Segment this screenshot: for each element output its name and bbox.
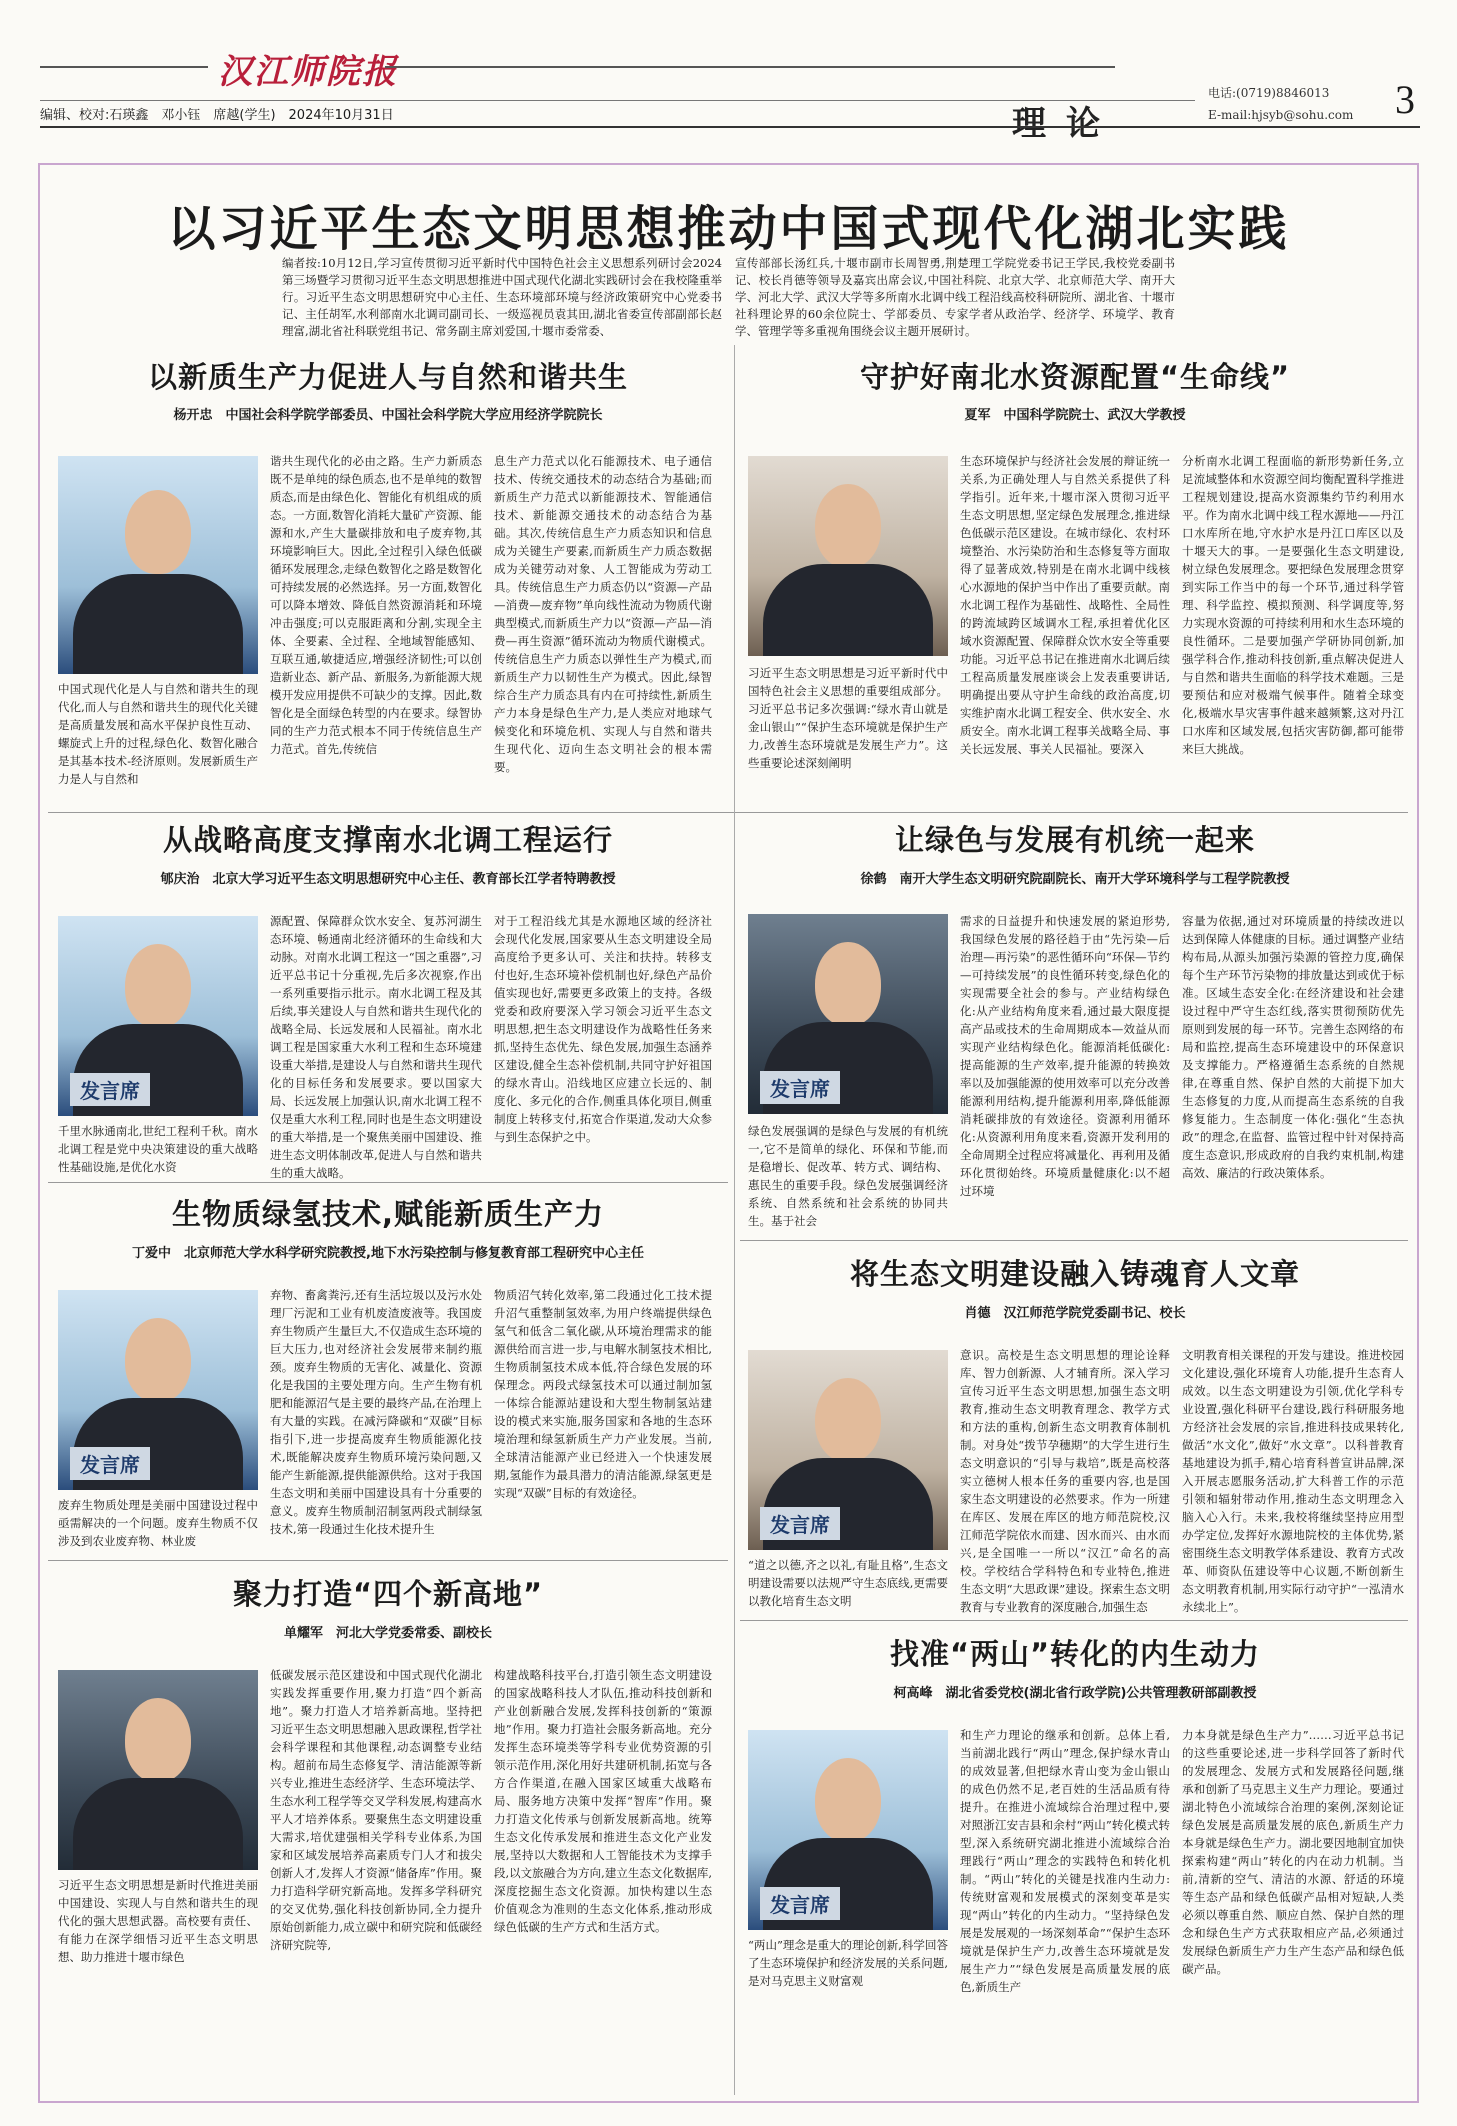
article-column: 需求的日益提升和快速发展的紧迫形势,我国绿色发展的路径趋于由“先污染—后治理—再污染”的恶性循环向“环保—节约—可持续发展”的良性循环转变,绿色化的实现需要全社会的参与。产业结构绿色化:从产业结构角度来看,通过最大限度提高产品或技术的生命周期成本—效益从而实现产业结构绿色化。能源消耗低碳化:提高能源的生产效率,提升能源的转换效率以及加强能源的使用效率可以充分改善能源利用结构,提升能源利用率,降低能源消耗碳排放的有效途径。资源利用循环化:从资源利用角度来看,资源开发利用的全命周期全过程应将减量化、再利用及循环化贯彻始终。环境质量健康化:以不超过环境	[960, 914, 1170, 1198]
editors-line: 编辑、校对:石瑛鑫 邓小钰 席越(学生) 2024年10月31日	[40, 108, 394, 123]
photo-caption: 废弃生物质处理是美丽中国建设过程中亟需解决的一个问题。废弃生物质不仅涉及到农业废弃物、林业废	[58, 1498, 258, 1548]
article-title: 找准“两山”转化的内生动力	[889, 1637, 1261, 1671]
article-column: 生态环境保护与经济社会发展的辩证统一关系,为正确处理人与自然关系提供了科学指引。近年来,十堰市深入贯彻习近平生态文明思想,坚定绿色发展理念,推进绿色低碳示范区建设。在城市绿化、农村环境整治、水污染防治和生态修复等方面取得了显著成效,特别是在南水北调中线核心水源地的保护当中作出了重要贡献。南水北调工程作为基础性、战略性、全局性的跨流域跨区域调水工程,承担着优化区域水资源配置、保障群众饮水安全等重要功能。习近平总书记在推进南水北调后续工程高质量发展座谈会上发表重要讲话,明确提出要从守护生命线的政治高度,切实维护南水北调工程安全、供水安全、水质安全。南水北调工程事关战略全局、事关长远发展、事关人民福祉。要深入	[960, 454, 1170, 756]
masthead-rule-right	[385, 66, 1115, 68]
section-title: 理论	[1012, 104, 1120, 144]
article-title: 以新质生产力促进人与自然和谐共生	[147, 360, 628, 394]
photo-caption: 习近平生态文明思想是新时代推进美丽中国建设、实现人与自然和谐共生的现代化的强大思想武器。高校要有责任、有能力在深学细悟习近平生态文明思想、助力推进十堰市绿色	[58, 1878, 258, 1964]
article-column: 息生产力范式以化石能源技术、电子通信技术、传统交通技术的动态结合为基础;而新质生产力范式以新能源技术、智能通信技术、新能源交通技术的动态结合为基础。其次,传统信息生产力质态知识和信息成为关键生产要素,而新质生产力质态数据成为关键劳动对象、人工智能成为劳动工具。传统信息生产力质态仍以“资源—产品—消费—废弃物”单向线性流动为物质代谢典型模式,而新质生产力以“资源—产品—消费—再生资源”循环流动为物质代谢模式。传统信息生产力质态以弹性生产为模式,而新质生产力以韧性生产为模式。因此,绿智综合生产力质态具有内在可持续性,新质生产力本身是绿色生产力,是人类应对地球气候变化和环境危机、实现人与自然和谐共生现代化、迈向生态文明社会的根本需要。	[494, 454, 712, 774]
article-byline: 肖德 汉江师范学院党委副书记、校长	[964, 1306, 1186, 1321]
page-headline: 以习近平生态文明思想推动中国式现代化湖北实践	[167, 201, 1290, 257]
article-byline: 柯高峰 湖北省委党校(湖北省行政学院)公共管理教研部副教授	[893, 1686, 1257, 1701]
photo-caption: “道之以德,齐之以礼,有耻且格”,生态文明建设需要以法规严守生态底线,更需要以教化培育生态文明	[748, 1558, 948, 1608]
speaker-seat-sign: 发言席	[760, 1071, 840, 1104]
contact-info	[1208, 82, 1353, 126]
article-byline: 丁爱中 北京师范大学水科学研究院教授,地下水污染控制与修复教育部工程研究中心主任	[132, 1246, 644, 1261]
article-column: 谐共生现代化的必由之路。生产力新质态既不是单纯的绿色质态,也不是单纯的数智质态,而是由绿色化、智能化有机组成的质态。一方面,数智化消耗大量矿产资源、能源和水,产生大量碳排放和电子废弃物,其环境影响巨大。因此,全过程引入绿色低碳循环发展理念,走绿色数智化之路是数智化可持续发展的必然选择。另一方面,数智化可以降本增效、降低自然资源消耗和环境冲击强度;可以克服距离和分割,实现全主体、全要素、全过程、全地域智能感知、互联互通,敏捷适应,增强经济韧性;可以创造新业态、新产品、新服务,为新能源大规模开发应用提供不可缺少的支撑。因此,数智化是全面绿色转型的内在要求。绿智协同的生产力范式根本不同于传统信息生产力范式。首先,传统信	[270, 454, 482, 756]
article-column: 物质沼气转化效率,第二段通过化工技术提升沼气重整制氢效率,为用户终端提供绿色氢气和低含二氧化碳,从环境治理需求的能源供给而言进一步,与电解水制氢技术相比,生物质制氢技术成本低,符合绿色发展的环保理念。两段式绿氢技术可以通过制加氢一体综合能源站建设和大型生物制氢站建设的模式来实施,服务国家和各地的生态环境治理和绿氢新质生产力产业发展。当前,全球清洁能源产业已经进入一个快速发展期,氢能作为最具潜力的清洁能源,绿氢更是实现“双碳”目标的有效途径。	[494, 1288, 712, 1500]
article-title: 守护好南北水资源配置“生命线”	[859, 360, 1291, 394]
email: E-mail:hjsyb@sohu.com	[1208, 108, 1354, 122]
photo-caption: 习近平生态文明思想是习近平新时代中国特色社会主义思想的重要组成部分。习近平总书记多次强调:“绿水青山就是金山银山”“保护生态环境就是保护生产力,改善生态环境就是发展生产力”。这些重要论述深刻阐明	[748, 666, 948, 770]
article-column: 源配置、保障群众饮水安全、复苏河湖生态环境、畅通南北经济循环的生命线和大动脉。对南水北调工程这一“国之重器”,习近平总书记十分重视,先后多次视察,作出一系列重要指示批示。南水北调工程及其后续,事关建设人与自然和谐共生现代化的战略全局、长远发展和人民福祉。南水北调工程是国家重大水利工程和生态环境建设重大举措,是建设人与自然和谐共生现代化的目标任务和发展要求。要以国家大局、长远发展上加强认识,南水北调工程不仅是重大水利工程,同时也是生态文明建设的重大举措,是一个聚焦美丽中国建设、推进生态文明体制改革,促进人与自然和谐共生的重大战略。	[270, 914, 482, 1180]
speaker-seat-sign: 发言席	[70, 1447, 150, 1480]
article-byline: 徐鹤 南开大学生态文明研究院副院长、南开大学环境科学与工程学院教授	[860, 872, 1290, 887]
article-title: 将生态文明建设融入铸魂育人文章	[849, 1257, 1300, 1291]
section-divider	[48, 1560, 728, 1561]
paper-name: 汉江师院报	[218, 52, 398, 92]
speaker-seat-sign: 发言席	[760, 1887, 840, 1920]
article-title: 生物质绿氢技术,赋能新质生产力	[171, 1197, 605, 1231]
speaker-photo	[58, 1290, 258, 1490]
article-byline: 夏军 中国科学院院士、武汉大学教授	[964, 408, 1186, 423]
speaker-photo	[58, 1670, 258, 1870]
article-column: 力本身就是绿色生产力”……习近平总书记的这些重要论述,进一步科学回答了新时代的发展理念、发展方式和发展路径问题,继承和创新了马克思主义生产力理论。要通过湖北特色小流域综合治理的案例,深刻论证绿色发展是高质量发展的底色,新质生产力本身就是绿色生产力。湖北要因地制宜加快探索构建“两山”转化的内在动力机制。当前,清新的空气、清洁的水源、舒适的环境等生态产品和绿色低碳产品相对短缺,人类必须以尊重自然、顺应自然、保护自然的理念和绿色生产方式获取相应产品,必须通过发展绿色新质生产力生产生态产品和绿色低碳产品。	[1182, 1728, 1404, 1976]
article-column: 对于工程沿线尤其是水源地区域的经济社会现代化发展,国家要从生态文明建设全局高度给予更多认可、关注和扶持。转移支付也好,生态环境补偿机制也好,绿色产品价值实现也好,需要更多政策上的支持。各级党委和政府要深入学习领会习近平生态文明思想,把生态文明建设作为战略性任务来抓,坚持生态优先、绿色发展,加强生态涵养区建设,健全生态补偿机制,共同守护好祖国的绿水青山。沿线地区应建立长远的、制度化、多元化的合作,侧重具体化项目,侧重制度上转移支付,拓宽合作渠道,发动大众参与到生态保护之中。	[494, 914, 712, 1144]
speaker-seat-sign: 发言席	[760, 1507, 840, 1540]
speaker-seat-sign: 发言席	[70, 1073, 150, 1106]
article-column: 容量为依据,通过对环境质量的持续改进以达到保障人体健康的目标。通过调整产业结构布局,从源头加强污染源的管控力度,确保每个生产环节污染物的排放量达到或优于标准。区域生态安全化:在经济建设和社会建设过程中严守生态红线,落实贯彻预防优先原则到发展的每一环节。完善生态网络的布局和监控,提高生态环境建设中的环保意识及支撑能力。严格遵循生态系统的自然规律,在尊重自然、保护自然的大前提下加大生态修复的力度,从而提高生态系统的自我修复能力。生态制度一体化:强化“生态执政”的理念,在监督、监管过程中针对保持高度生态意识,形成政府的自我约束机制,构建高效、廉洁的行政决策体系。	[1182, 914, 1404, 1180]
section-divider	[48, 812, 1408, 813]
section-divider	[740, 1620, 1408, 1621]
article-column: 分析南水北调工程面临的新形势新任务,立足流域整体和水资源空间均衡配置科学推进工程规划建设,提高水资源集约节约利用水平。作为南水北调中线工程水源地——丹江口水库所在地,守水护水是丹江口库区以及十堰天大的事。一是要强化生态文明建设,树立绿色发展理念。要把绿色发展理念贯穿到实际工作当中的每一个环节,通过科学管理、科学监控、模拟预测、科学调度等,努力实现水资源的可持续利用和水生态环境的良性循环。二是要加强产学研协同创新,加强学科合作,推动科技创新,重点解决促进人与自然和谐共生面临的科学技术难题。三是要预估和应对极端气候事件。随着全球变化,极端水旱灾害事件越来越频繁,这对丹江口水库和区域发展,包括灾害防御,都可能带来巨大挑战。	[1182, 454, 1404, 756]
photo-caption: 千里水脉通南北,世纪工程利千秋。南水北调工程是党中央决策建设的重大战略性基础设施,是优化水资	[58, 1124, 258, 1174]
article-byline: 杨开忠 中国社会科学院学部委员、中国社会科学院大学应用经济学院院长	[173, 408, 603, 423]
speaker-photo	[58, 916, 258, 1116]
masthead-thick-rule	[40, 126, 1420, 128]
article-column: 构建战略科技平台,打造引领生态文明建设的国家战略科技人才队伍,推动科技创新和产业创新融合发展,发挥科技创新的“策源地”作用。聚力打造社会服务新高地。充分发挥生态环境类等学科专业优势资源的引领示范作用,深化用好共建研机制,拓宽与各方合作渠道,在融入国家区域重大战略布局、服务地方决策中发挥“智库”作用。聚力打造文化传承与创新发展新高地。统筹生态文化传承发展和推进生态文化产业发展,坚持以大数据和人工智能技术为支撑手段,以文旅融合为方向,建立生态文化数据库,深度挖掘生态文化资源。加快构建以生态价值观念为准则的生态文化体系,推动形成绿色低碳的生产方式和生活方式。	[494, 1668, 712, 1934]
article-title: 聚力打造“四个新高地”	[232, 1577, 544, 1611]
photo-caption: “两山”理念是重大的理论创新,科学回答了生态环境保护和经济发展的关系问题,是对马克思主义财富观	[748, 1938, 948, 1988]
speaker-photo	[748, 1730, 948, 1930]
editor-note-right: 宣传部部长汤红兵,十堰市副市长周智勇,荆楚理工学院党委书记王学民,我校党委副书记、校长肖德等领导及嘉宾出席会议,中国社科院、北京大学、北京师范大学、南开大学、河北大学、武汉大学等多所南水北调中线工程沿线高校科研院所、湖北省、十堰市社科理论界的60余位院士、学部委员、专家学者从政治学、经济学、环境学、教育学、管理学等多重视角围绕会议主题开展研讨。	[735, 256, 1175, 338]
article-column: 和生产力理论的继承和创新。总体上看,当前湖北践行“两山”理念,保护绿水青山的成效显著,但把绿水青山变为金山银山的成色仍然不足,老百姓的生活品质有待提升。在推进小流域综合治理过程中,要对照浙江安吉县和余村“两山”转化模式转型,深入系统研究湖北推进小流域综合治理践行“两山”理念的实践特色和转化机制。“两山”转化的关键是找准内生动力:传统财富观和发展模式的深刻变革是实现“两山”转化的内生动力。“坚持绿色发展是发展观的一场深刻革命”“保护生态环境就是保护生产力,改善生态环境就是发展生产力”“绿色发展是高质量发展的底色,新质生产	[960, 1728, 1170, 1994]
article-column: 弃物、畜禽粪污,还有生活垃圾以及污水处理厂污泥和工业有机废渣废液等。我国废弃生物质产生量巨大,不仅造成生态环境的巨大压力,也对经济社会发展带来制约瓶颈。废弃生物质的无害化、减量化、资源化是我国的主要处理方向。生产生物有机肥和能源沼气是主要的最终产品,在治理上有大量的实践。在减污降碳和“双碳”目标指引下,进一步提高废弃生物质能源化技术,既能解决废弃生物质环境污染问题,又能产生新能源,提供能源供给。这对于我国生态文明和美丽中国建设具有十分重要的意义。废弃生物质制沼制氢两段式制绿氢技术,第一段通过生化技术提升生	[270, 1288, 482, 1536]
article-column: 文明教育相关课程的开发与建设。推进校园文化建设,强化环境育人功能,提升生态育人成效。以生态文明建设为引领,优化学科专业设置,强化科研平台建设,践行科研服务地方经济社会发展的宗旨,推进科技成果转化,做活“水文化”,做好“水文章”。以科普教育基地建设为抓手,精心培育科普宣讲品牌,深入开展志愿服务活动,扩大科普工作的示范引领和辐射带动作用,推动生态文明理念入脑入心入行。未来,我校将继续坚持应用型办学定位,发挥好水源地院校的主体优势,紧密围绕生态文明教学体系建设、教育方式改革、师资队伍建设等中心议题,不断创新生态文明教育机制,用实际行动守护“一泓清水永续北上”。	[1182, 1348, 1404, 1614]
editor-note-left: 编者按:10月12日,学习宣传贯彻习近平新时代中国特色社会主义思想系列研讨会2024第三场暨学习贯彻习近平生态文明思想推进中国式现代化湖北实践研讨会在我校隆重举行。习近平生态文明思想研究中心主任、生态环境部环境与经济政策研究中心党委书记、主任胡军,水利部南水北调司副司长、一级巡视员袁其田,湖北省委宣传部副部长赵理富,湖北省社科联党组书记、常务副主席刘爱国,十堰市委常委、	[282, 256, 722, 338]
section-divider	[740, 1240, 1408, 1241]
masthead	[0, 0, 1457, 160]
photo-caption: 中国式现代化是人与自然和谐共生的现代化,而人与自然和谐共生的现代化关键是高质量发展和高水平保护良性互动、螺旋式上升的过程,绿色化、数智化融合是其基本技术-经济原则。发展新质生产力是人与自然和	[58, 682, 258, 786]
speaker-photo	[748, 1350, 948, 1550]
speaker-photo	[58, 456, 258, 674]
article-byline: 郇庆治 北京大学习近平生态文明思想研究中心主任、教育部长江学者特聘教授	[160, 872, 616, 887]
page-number: 3	[1395, 77, 1415, 122]
article-byline: 单耀军 河北大学党委常委、副校长	[283, 1626, 492, 1641]
speaker-photo	[748, 456, 948, 656]
article-column: 意识。高校是生态文明思想的理论诠释库、智力创新源、人才辅育所。深入学习宣传习近平生态文明思想,加强生态文明教育,推动生态文明教育理念、教学方式和方法的重构,创新生态文明教育体制机制。对身处“拨节孕穗期”的大学生进行生态文明意识的“引导与栽培”,既是高校落实立德树人根本任务的重要内容,也是国家生态文明建设的必然要求。作为一所建在库区、发展在库区的地方师范院校,汉江师范学院依水而建、因水而兴、由水而兴,是全国唯一一所以“汉江”命名的高校。学校结合学科特色和专业特色,推进生态文明“大思政课”建设。探索生态文明教育与专业教育的深度融合,加强生态	[960, 1348, 1170, 1614]
phone: 电话:(0719)8846013	[1208, 86, 1330, 100]
section-divider	[48, 1182, 728, 1183]
speaker-photo	[748, 914, 948, 1114]
masthead-rule-left	[40, 66, 208, 68]
article-title: 从战略高度支撑南水北调工程运行	[162, 823, 613, 857]
column-divider	[734, 345, 735, 2095]
article-column: 低碳发展示范区建设和中国式现代化湖北实践发挥重要作用,聚力打造“四个新高地”。聚力打造人才培养新高地。坚持把习近平生态文明思想融入思政课程,哲学社会科学课程和其他课程,动态调整专业结构。超前布局生态修复学、清洁能源等新兴专业,推进生态经济学、生态环境法学、生态水利工程学等交叉学科发展,构建高水平人才培养体系。要聚焦生态文明建设重大需求,培优建强相关学科专业体系,为国家和区域发展培养高素质专门人才和拔尖创新人才,发挥人才资源“储备库”作用。聚力打造科学研究新高地。发挥多学科研究的交叉优势,强化科技创新协同,全力提升原始创新能力,成立碳中和研究院和低碳经济研究院等,	[270, 1668, 482, 1952]
article-title: 让绿色与发展有机统一起来	[894, 823, 1255, 857]
photo-caption: 绿色发展强调的是绿色与发展的有机统一,它不是简单的绿化、环保和节能,而是稳增长、促改革、转方式、调结构、惠民生的重要手段。绿色发展强调经济系统、自然系统和社会系统的协同共生。基于社会	[748, 1124, 948, 1228]
